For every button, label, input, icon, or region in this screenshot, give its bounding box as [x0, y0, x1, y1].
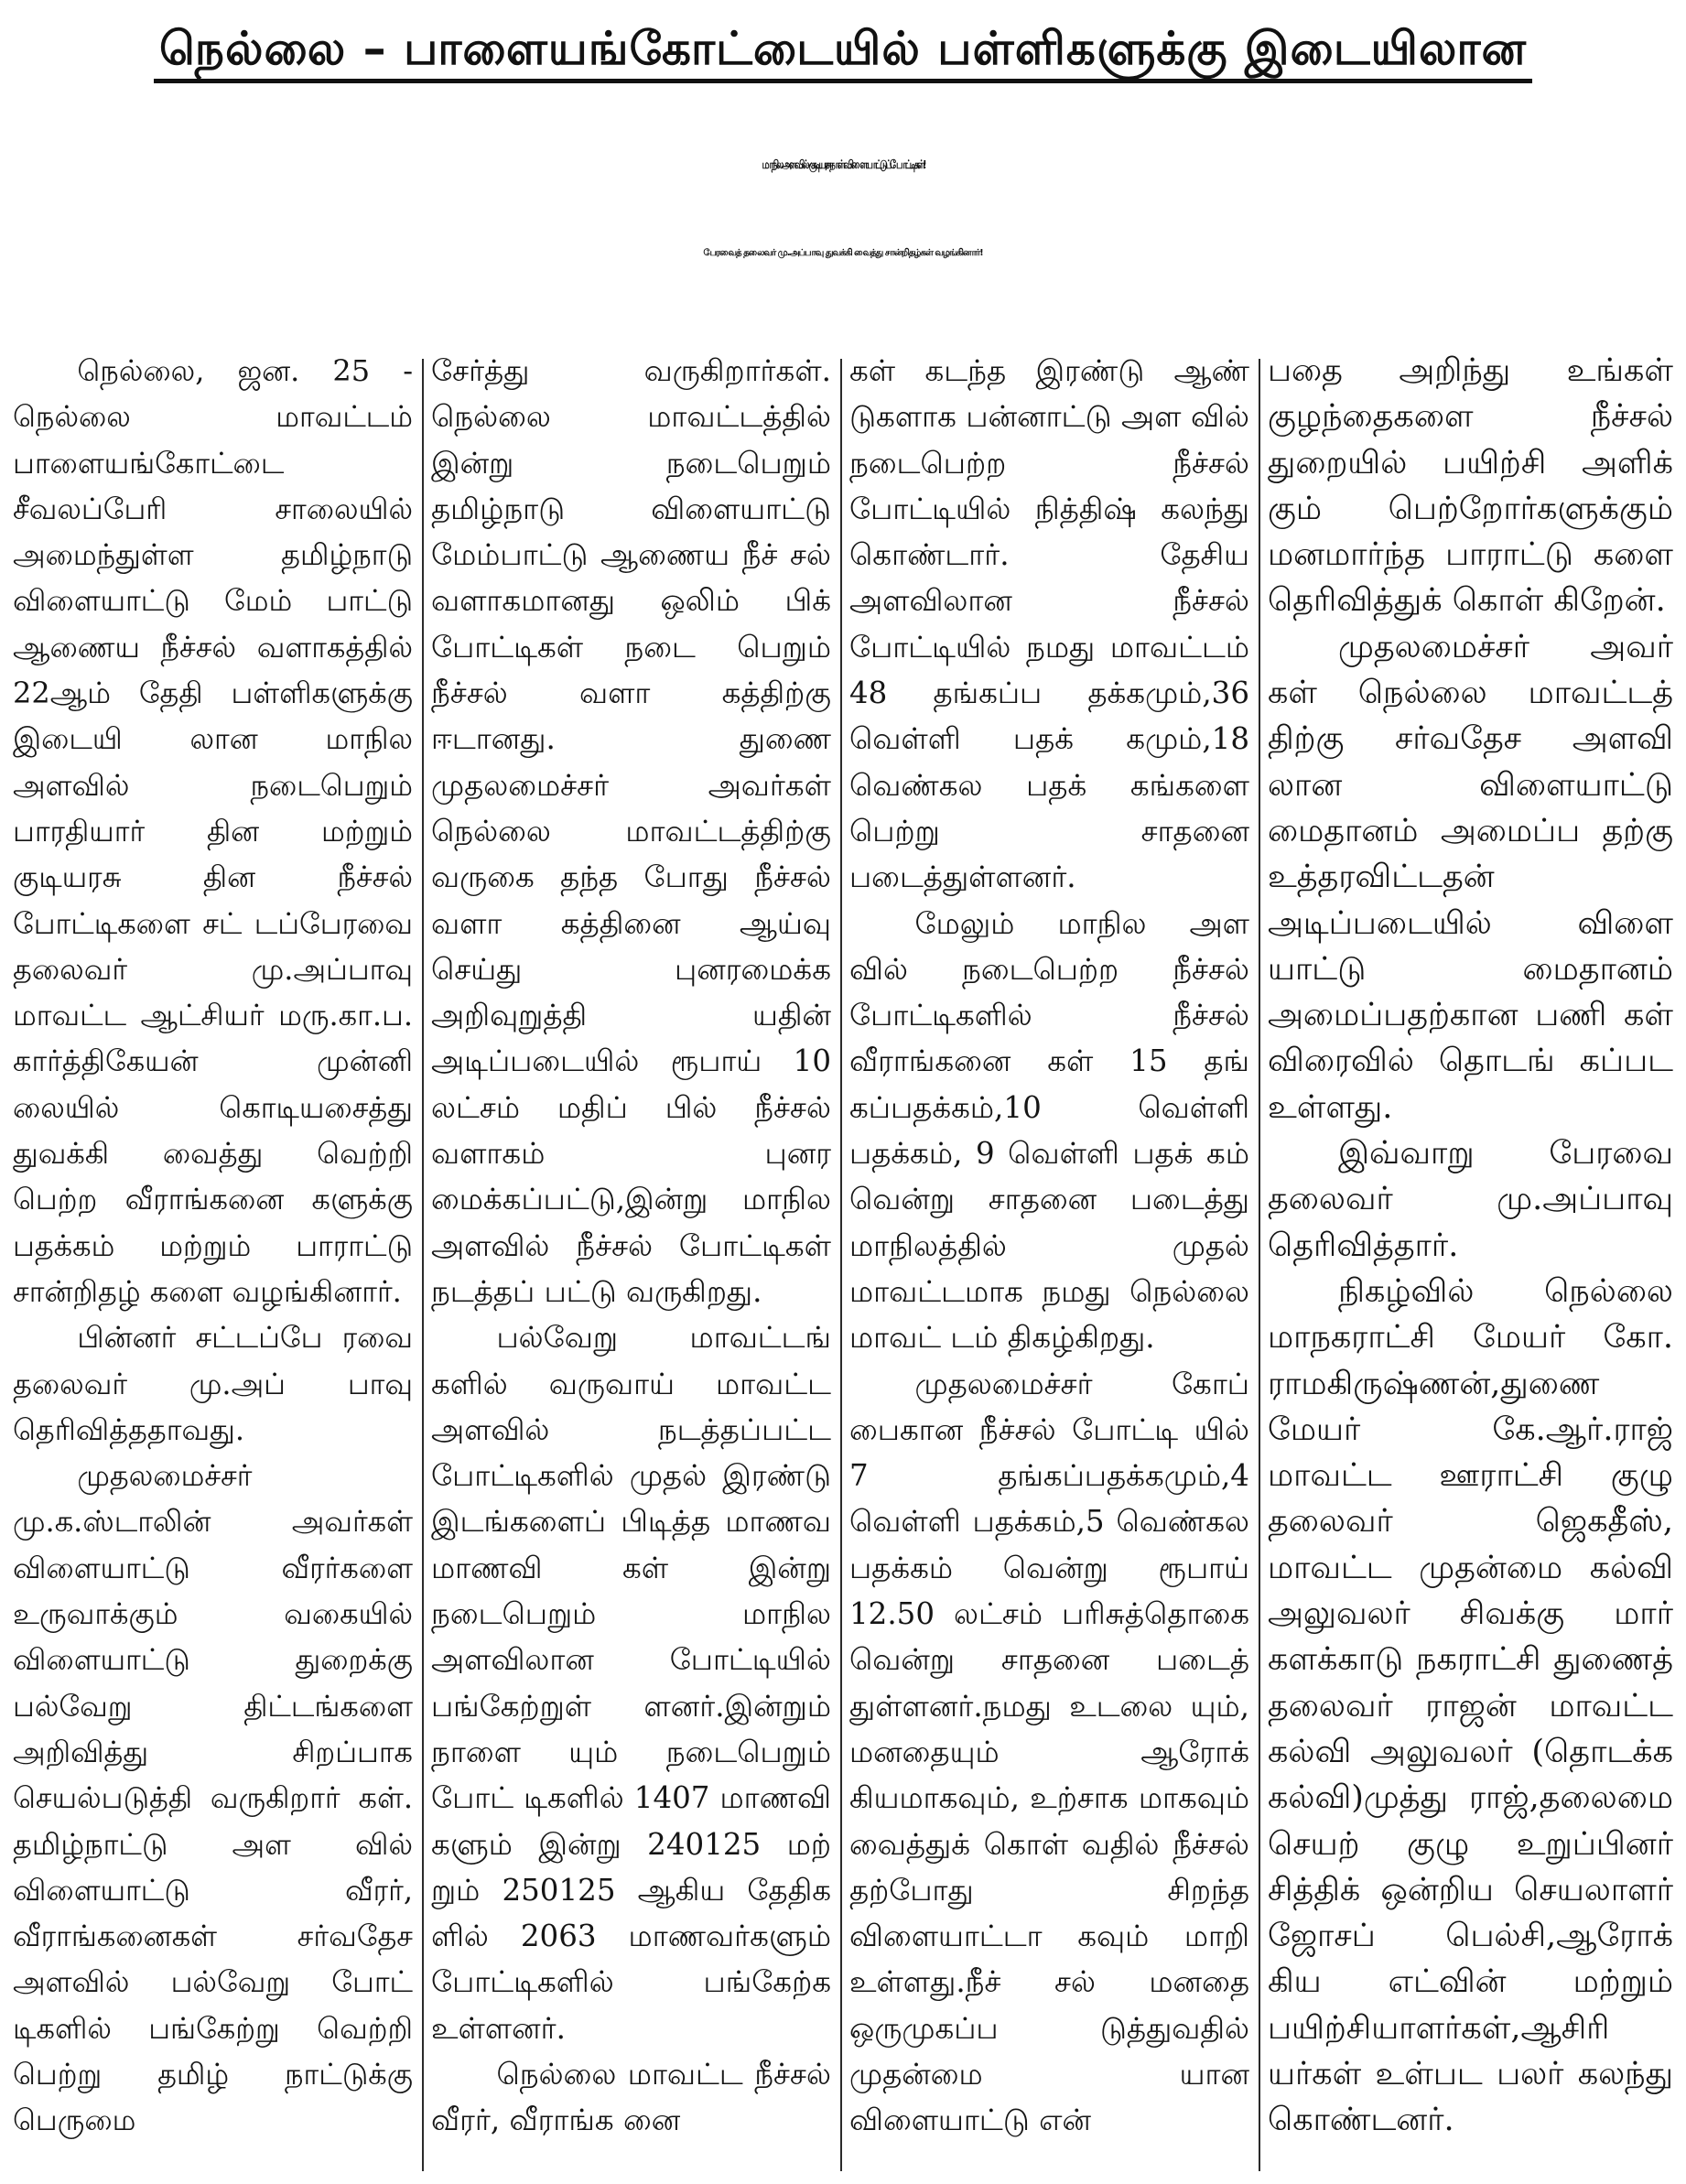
paragraph: சேர்த்து வருகிறார்கள். நெல்லை மாவட்டத்தில் இன்று நடைபெறும் தமிழ்நாடு விளையாட்டு மேம்பாட்டு ஆணைய நீச் சல் வளாகமானது ஒலிம் பிக் போட்டிகள் நடை பெறும் நீச்சல் வளா கத்திற்கு ஈடானது. துணை முதலமைச்சர் அவர்கள் நெல்லை மாவட்டத்திற்கு வருகை தந்த போது நீச்சல் வளா கத்தினை ஆய்வு செய்து புனரமைக்க அறிவுறுத்தி யதின் அடிப்படையில் ரூபாய் 10 லட்சம் மதிப் பில் நீச்சல் வளாகம் புனர மைக்கப்பட்டு,இன்று மாநில அளவில் நீச்சல் போட்டிகள் நடத்தப் பட்டு வருகிறது.: [431, 353, 831, 1309]
kicker-line: [13, 0, 1673, 84]
article-body: [13, 348, 1673, 2175]
column-1: [13, 348, 413, 2175]
paragraph: முதலமைச்சர் மு.க.ஸ்டாலின் அவர்கள் விளையாட்டு வீரர்களை உருவாக்கும் வகையில் விளையாட்டு துறைக்கு பல்வேறு திட்டங்களை அறிவித்து சிறப்பாக செயல்படுத்தி வருகிறார் கள். தமிழ்நாட்டு அள வில் விளையாட்டு வீரர், வீராங்கனைகள் சர்வதேச அளவில் பல்வேறு போட் டிகளில் பங்கேற்று வெற்றி பெற்று தமிழ் நாட்டுக்கு பெருமை: [13, 1458, 413, 2138]
column-divider: [422, 359, 424, 2171]
column-2: [431, 348, 831, 2175]
paragraph: பல்வேறு மாவட்டங் களில் வருவாய் மாவட்ட அளவில் நடத்தப்பட்ட போட்டிகளில் முதல் இரண்டு இடங்களைப் பிடித்த மாணவ மாணவி கள் இன்று நடைபெறும் மாநில அளவிலான போட்டியில் பங்கேற்றுள் ளனர்.இன்றும் நாளை யும் நடைபெறும் போட் டிகளில் 1407 மாணவி களும் இன்று 240125 மற் றும் 250125 ஆகிய தேதிக ளில் 2063 மாணவர்களும் போட்டிகளில் பங்கேற்க உள்ளனர்.: [431, 1320, 831, 2046]
subheadline: பேரவைத் தலைவர் மு.அப்பாவு துவக்கி வைத்து சான்றிதழ்கள் வழங்கினார்!: [703, 248, 983, 258]
paragraph: பின்னர் சட்டப்பே ரவை தலைவர் மு.அப் பாவு தெரிவித்ததாவது.: [13, 1320, 413, 1447]
column-divider: [1259, 359, 1260, 2171]
paragraph: முதலமைச்சர் கோப் பைகான நீச்சல் போட்டி யில் 7 தங்கப்பதக்கமும்,4 வெள்ளி பதக்கம்,5 வெண்கல பதக்கம் வென்று ரூபாய் 12.50 லட்சம் பரிசுத்தொகை வென்று சாதனை படைத் துள்ளனர்.நமது உடலை யும், மனதையும் ஆரோக் கியமாகவும், உற்சாக மாகவும் வைத்துக் கொள் வதில் நீச்சல் தற்போது சிறந்த விளையாட்டா கவும் மாறி உள்ளது.நீச் சல் மனதை ஒருமுகப்ப டுத்துவதில் முதன்மை யான விளையாட்டு என்: [849, 1366, 1249, 2138]
paragraph: இவ்வாறு பேரவை தலைவர் மு.அப்பாவு தெரிவித்தார்.: [1268, 1135, 1673, 1264]
paragraph: மேலும் மாநில அள வில் நடைபெற்ற நீச்சல் போட்டிகளில் நீச்சல் வீராங்கனை கள் 15 தங் கப்பதக்கம்,10 வெள்ளி பதக்கம், 9 வெள்ளி பதக் கம் வென்று சாதனை படைத்து மாநிலத்தில் முதல் மாவட்டமாக நமது நெல்லை மாவட் டம் திகழ்கிறது.: [849, 905, 1249, 1356]
paragraph: பதை அறிந்து உங்கள் குழந்தைகளை நீச்சல் துறையில் பயிற்சி அளிக் கும் பெற்றோர்களுக்கும் மனமார்ந்த பாராட்டு களை தெரிவித்துக் கொள் கிறேன்.: [1268, 352, 1673, 620]
headline: மாநில அளவில் - குடியரசு நாள் விளையாட்டுப் போட்டிகள்!: [762, 158, 924, 172]
paragraph: கள் கடந்த இரண்டு ஆண் டுகளாக பன்னாட்டு அள வில் நடைபெற்ற நீச்சல் போட்டியில் நித்திஷ் கலந்து கொண்டார். தேசிய அளவிலான நீச்சல் போட்டியில் நமது மாவட்டம் 48 தங்கப்ப தக்கமும்,36 வெள்ளி பதக் கமும்,18 வெண்கல பதக் கங்களை பெற்று சாதனை படைத்துள்ளனர்.: [849, 353, 1249, 895]
paragraph: நெல்லை, ஜன. 25 - நெல்லை மாவட்டம் பாளையங்கோட்டை சீவலப்பேரி சாலையில் அமைந்துள்ள தமிழ்நாடு விளையாட்டு மேம் பாட்டு ஆணைய நீச்சல் வளாகத்தில் 22ஆம் தேதி பள்ளிகளுக்கு இடையி லான மாநில அளவில் நடைபெறும் பாரதியார் தின மற்றும் குடியரசு தின நீச்சல் போட்டிகளை சட் டப்பேரவை தலைவர் மு.அப்பாவு மாவட்ட ஆட்சியர் மரு.கா.ப. கார்த்திகேயன் முன்னி லையில் கொடியசைத்து துவக்கி வைத்து வெற்றி பெற்ற வீராங்கனை களுக்கு பதக்கம் மற்றும் பாராட்டு சான்றிதழ் களை வழங்கினார்.: [13, 353, 413, 1309]
paragraph: நெல்லை மாவட்ட நீச்சல் வீரர், வீராங்க னை: [431, 2056, 831, 2138]
kicker-text: நெல்லை – பாளையங்கோட்டையில் பள்ளிகளுக்கு இடையிலான: [154, 20, 1532, 83]
column-4: [1268, 348, 1673, 2175]
paragraph: முதலமைச்சர் அவர் கள் நெல்லை மாவட்டத் திற்கு சர்வதேச அளவி லான விளையாட்டு மைதானம் அமைப்ப தற்கு உத்தரவிட்டதன் அடிப்படையில் விளை யாட்டு மைதானம் அமைப்பதற்கான பணி கள் விரைவில் தொடங் கப்பட உள்ளது.: [1268, 628, 1673, 1126]
column-3: [849, 348, 1249, 2175]
column-divider: [840, 359, 842, 2171]
paragraph: நிகழ்வில் நெல்லை மாநகராட்சி மேயர் கோ. ராமகிருஷ்ணன்,துணை மேயர் கே.ஆர்.ராஜ் மாவட்ட ஊராட்சி குழு தலைவர் ஜெகதீஸ், மாவட்ட முதன்மை கல்வி அலுவலர் சிவக்கு மார் களக்காடு நகராட்சி துணைத் தலைவர் ராஜன் மாவட்ட கல்வி அலுவலர் (தொடக்க கல்வி)முத்து ராஜ்,தலைமை செயற் குழு உறுப்பினர் சித்திக் ஒன்றிய செயலாளர் ஜோசப் பெல்சி,ஆரோக் கிய எட்வின் மற்றும் பயிற்சியாளர்கள்,ஆசிரி யர்கள் உள்பட பலர் கலந்து கொண்டனர்.: [1268, 1272, 1673, 2139]
